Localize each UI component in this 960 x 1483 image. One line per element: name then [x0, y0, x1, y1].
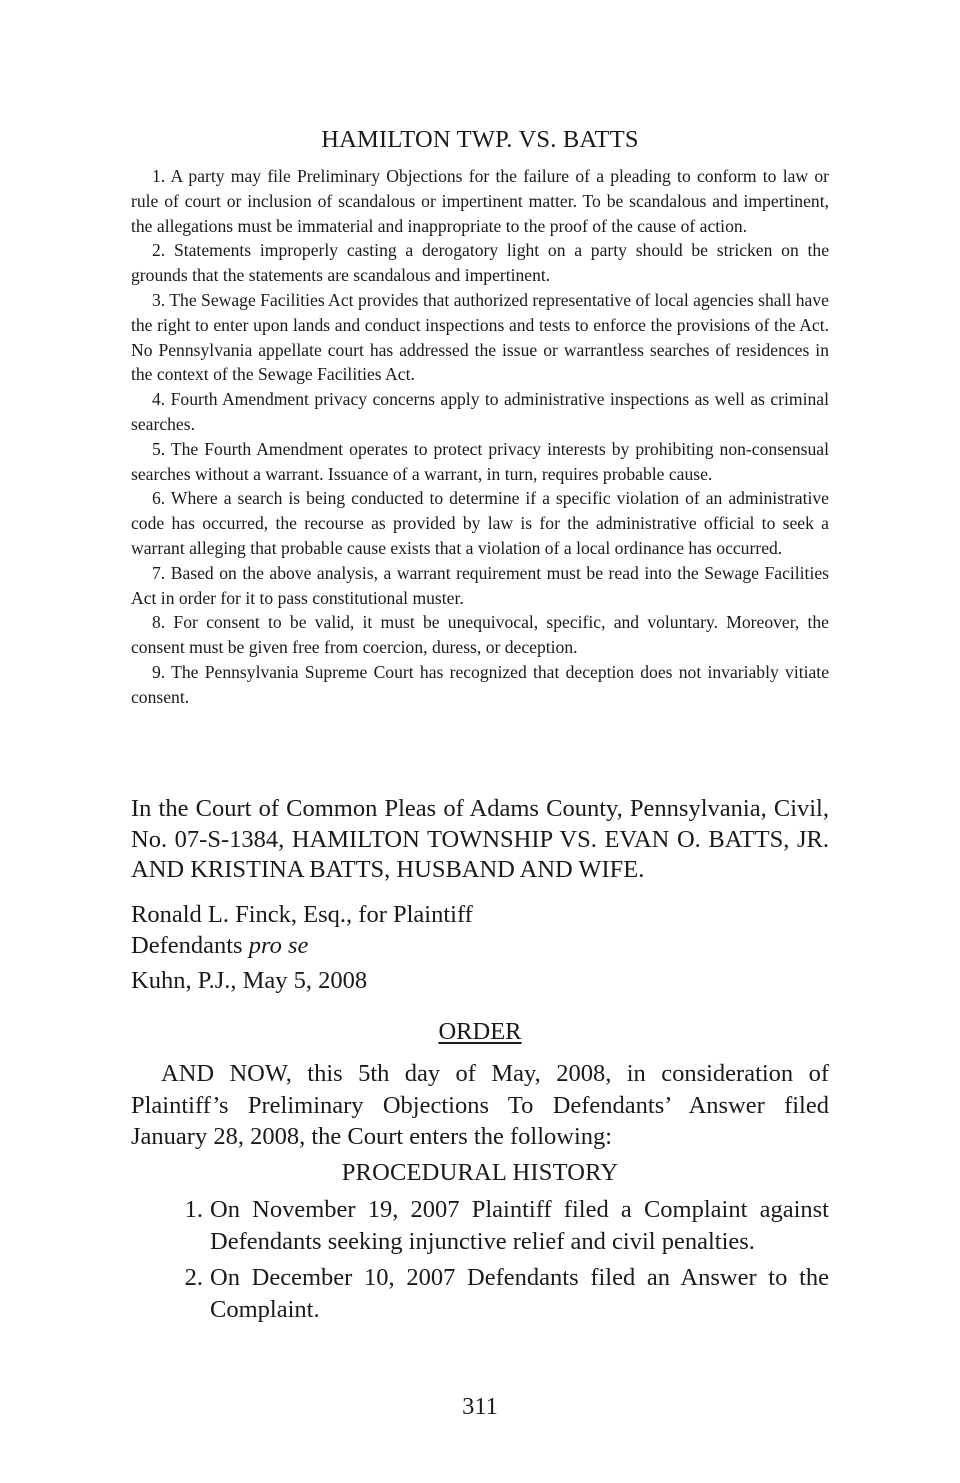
headnote-text: Statements improperly casting a derogatory light on a party should be stricken on the grounds that the statements are scandalous and impertinent.: [131, 240, 829, 286]
counsel-block: [131, 899, 829, 961]
order-body: [131, 1058, 829, 1153]
headnote-number: 8.: [152, 612, 166, 633]
list-item: [131, 1194, 829, 1257]
headnotes: [131, 164, 829, 710]
headnote-5: [131, 437, 829, 487]
headnote-text: The Sewage Facilities Act provides that authorized representative of local agencies shall have the right to enter upon lands and conduct inspections and tests to enforce the provisions of the Act. No Pennsylvania appellate court has addressed the issue or warrantless searches of residences in the context of the Sewage Facilities Act.: [131, 289, 829, 385]
procedural-history-title: PROCEDURAL HISTORY: [341, 1159, 619, 1186]
case-caption: [131, 794, 829, 886]
headnote-number: 1.: [152, 166, 166, 186]
headnote-text: A party may file Preliminary Objections for the failure of a pleading to conform to law or rule of court or inclusion of scandalous or impertinent matter. To be scandalous and impertinent, the allegations must be immaterial and inappropriate to the proof of the cause of action.: [131, 166, 829, 236]
headnote-text: For consent to be valid, it must be unequivocal, specific, and voluntary. Moreover, the consent must be given free from coercion, duress, or deception.: [131, 612, 829, 658]
order-title: ORDER: [438, 1018, 522, 1045]
list-item-text: On December 10, 2007 Defendants filed an Answer to the Complaint.: [210, 1264, 829, 1323]
plaintiff-counsel: Ronald L. Finck, Esq., for Plaintiff: [131, 901, 473, 928]
headnote-number: 6.: [152, 488, 166, 509]
headnote-number: 7.: [152, 562, 166, 583]
headnote-number: 5.: [152, 438, 166, 459]
defendants-label: Defendants: [131, 932, 249, 959]
headnote-1: [131, 164, 829, 238]
headnote-text: Based on the above analysis, a warrant requirement must be read into the Sewage Facilities Act in order for it to pass constitutional muster.: [131, 562, 829, 608]
list-item-number: 2.: [184, 1264, 203, 1291]
list-item-number: 1.: [184, 1196, 203, 1223]
headnote-number: 4.: [152, 389, 166, 410]
headnote-7: [131, 561, 829, 611]
headnote-text: The Fourth Amendment operates to protect privacy interests by prohibiting non-consensual searches without a warrant. Issuance of a warrant, in turn, requires probable cause.: [131, 438, 829, 484]
headnote-3: [131, 288, 829, 387]
headnote-text: Fourth Amendment privacy concerns apply to administrative inspections as well as criminal searches.: [131, 389, 829, 434]
order-body-text: AND NOW, this 5th day of May, 2008, in consideration of Plaintiff’s Preliminary Objections To Defendants’ Answer filed January 28, 2008, the Court enters the following:: [131, 1060, 829, 1150]
headnote-4: [131, 387, 829, 437]
headnote-8: [131, 610, 829, 660]
headnote-text: Where a search is being conducted to determine if a specific violation of an administrative code has occurred, the recourse as provided by law is for the administrative official to seek a warrant alleging that probable cause exists that a violation of a local ordinance has occurred.: [131, 488, 829, 558]
headnote-6: [131, 486, 829, 560]
list-item: [131, 1262, 829, 1325]
procedural-history-list: [131, 1194, 829, 1330]
headnote-9: [131, 660, 829, 710]
headnote-text: The Pennsylvania Supreme Court has recognized that deception does not invariably vitiate consent.: [131, 661, 830, 707]
headnote-number: 3.: [152, 289, 166, 310]
headnote-number: 9.: [152, 661, 166, 682]
document-page: [131, 0, 829, 1483]
pro-se-italic: pro se: [248, 932, 309, 959]
list-item-text: On November 19, 2007 Plaintiff filed a Complaint against Defendants seeking injunctive relief and civil penalties.: [210, 1196, 829, 1255]
case-caption-text: In the Court of Common Pleas of Adams County, Pennsylvania, Civil, No. 07-S-1384, HAMILTON TOWNSHIP VS. EVAN O. BATTS, JR. AND KRISTINA BATTS, HUSBAND AND WIFE.: [131, 795, 829, 883]
headnote-number: 2.: [152, 240, 166, 261]
judge-line: Kuhn, P.J., May 5, 2008: [131, 967, 368, 994]
page-number: 311: [462, 1393, 498, 1420]
headnote-2: [131, 238, 829, 288]
defendants-counsel: [131, 930, 829, 961]
running-head: HAMILTON TWP. VS. BATTS: [321, 126, 639, 153]
